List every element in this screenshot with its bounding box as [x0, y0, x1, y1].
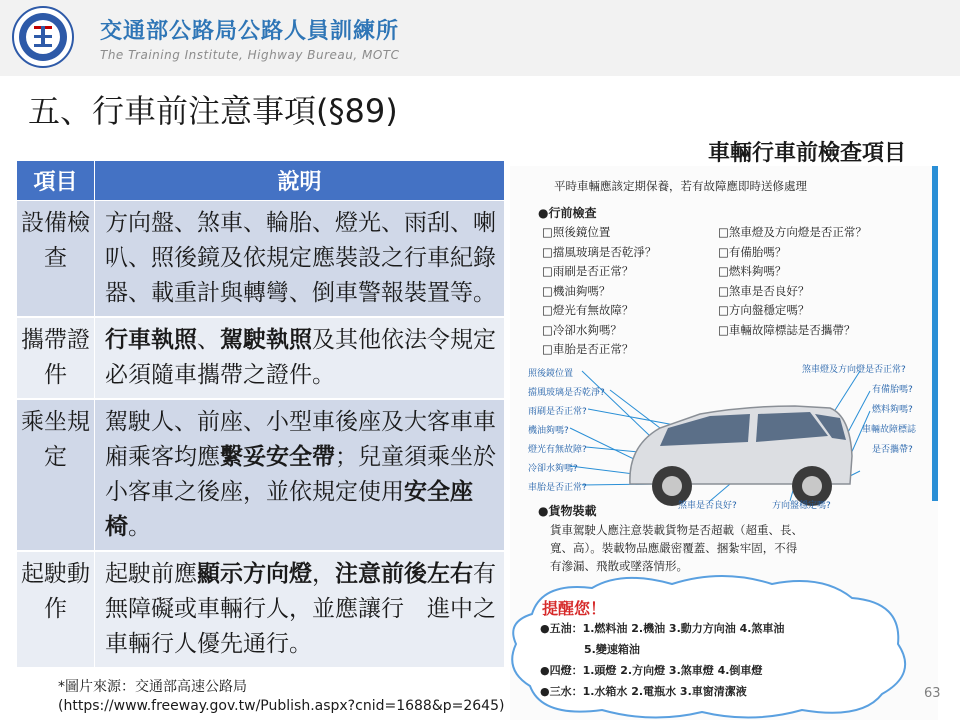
car-label: 燈光有無故障? — [528, 445, 587, 455]
car-label: 照後鏡位置 — [528, 369, 574, 379]
row-item-label: 起駛動作 — [17, 551, 95, 668]
checklist-item: □燃料夠嗎？ — [718, 264, 787, 278]
description-text: 。 — [128, 514, 151, 540]
car-label: 雨刷是否正常? — [528, 407, 587, 417]
car-label: 機油夠嗎? — [528, 426, 569, 436]
checklist-item: □煞車是否良好？ — [718, 283, 810, 298]
reminder-line: ●四燈：1.頭燈 2.方向燈 3.煞車燈 4.倒車燈 — [540, 664, 763, 677]
header-bar — [0, 0, 960, 76]
table-header-row — [17, 161, 505, 201]
car-label: 是否攜帶? — [872, 445, 913, 455]
checklist-item: □雨刷是否正常？ — [542, 264, 634, 278]
table-row — [17, 317, 505, 399]
reminder-title: 提醒您！ — [542, 599, 607, 618]
pre-check-heading: ●行前檢查 — [538, 206, 597, 220]
row-description — [95, 201, 505, 318]
checklist-item: □有備胎嗎？ — [718, 244, 787, 259]
org-name-cn: 交通部公路局公路人員訓練所 — [100, 19, 400, 44]
row-item-label: 設備檢查 — [17, 201, 95, 318]
emphasis-text: 注意前後左右 — [335, 561, 473, 587]
description-text: 有無障礙或車輛行人，並應讓行 進中之車輛行人優先通行。 — [105, 561, 496, 657]
cargo-text: 貨車駕駛人應注意裝載貨物是否超載（超重、長、 — [550, 523, 803, 537]
car-label: 煞車燈及方向燈是否正常? — [802, 365, 906, 375]
description-text: 駕駛人、前座、小型車後座及大客車車廂乘客均應 — [105, 409, 496, 470]
table-row — [17, 551, 505, 668]
reminder-line: 5.變速箱油 — [540, 643, 640, 656]
cargo-heading: ●貨物裝載 — [538, 504, 597, 518]
description-text: 方向盤、煞車、輪胎、燈光、雨刮、喇叭、照後鏡及依規定應裝設之行車紀錄器、載重計與轉彎、倒車警報裝置等。 — [105, 210, 496, 306]
checklist-item: □煞車燈及方向燈是否正常？ — [718, 225, 867, 239]
cargo-text: 有滲漏、飛散或墜落情形。 — [550, 559, 688, 573]
car-label: 擋風玻璃是否乾淨? — [528, 388, 605, 398]
description-text: 、 — [197, 327, 220, 353]
emphasis-text: 繫妥安全帶 — [220, 444, 335, 470]
emphasis-text: 安全座椅 — [105, 479, 473, 540]
row-description — [95, 551, 505, 668]
checklist-item: □擋風玻璃是否乾淨？ — [542, 244, 657, 259]
slide-title: 五、行車前注意事項(§89) — [28, 92, 398, 130]
row-item-label: 攜帶證件 — [17, 317, 95, 399]
page-number: 63 — [924, 686, 941, 701]
car-label: 方向盤穩定嗎? — [772, 501, 831, 511]
car-label: 燃料夠嗎? — [872, 405, 913, 415]
row-description — [95, 317, 505, 399]
table-row — [17, 201, 505, 318]
car-label: 冷卻水夠嗎? — [528, 464, 578, 474]
emphasis-text: 顯示方向燈 — [197, 561, 312, 587]
description-text: 及其他依法令規定必須隨車攜帶之證件。 — [105, 327, 496, 388]
car-label: 有備胎嗎? — [872, 385, 913, 395]
cargo-text: 寬、高）。裝載物品應嚴密覆蓋、捆紮牢固，不得 — [550, 541, 798, 555]
footnote — [58, 678, 504, 716]
precheck-table — [16, 160, 505, 669]
description-text: 起駛前應 — [105, 561, 197, 587]
logo-icon — [12, 6, 74, 68]
checklist-item: □車胎是否正常？ — [542, 342, 634, 356]
reminder-line: ●五油：1.燃料油 2.機油 3.動力方向油 4.煞車油 — [540, 622, 785, 635]
car-label: 車輛故障標誌 — [862, 425, 917, 435]
description-text: ；兒童須乘坐於小客車之後座，並依規定使用 — [105, 444, 496, 505]
row-item-label: 乘坐規定 — [17, 399, 95, 551]
description-text: ， — [312, 561, 335, 587]
checklist-item: □機油夠嗎？ — [542, 283, 611, 298]
footnote-url: (https://www.freeway.gov.tw/Publish.aspx?cnid=1688&p=2645) — [58, 698, 505, 714]
header-item: 項目 — [17, 161, 95, 201]
checklist-item: □燈光有無故障？ — [542, 303, 634, 317]
emphasis-text: 行車執照 — [105, 327, 197, 353]
figure-title: 車輛行車前檢查項目 — [708, 141, 907, 166]
reminder-line: ●三水：1.水箱水 2.電瓶水 3.車窗清潔液 — [540, 685, 747, 698]
car-label: 煞車是否良好? — [678, 501, 737, 511]
checklist-image — [510, 166, 938, 720]
org-name-en: The Training Institute, Highway Bureau, MOTC — [100, 48, 400, 62]
car-label: 車胎是否正常? — [528, 483, 587, 493]
checklist-item: □方向盤穩定嗎？ — [718, 303, 810, 317]
header-desc: 說明 — [95, 161, 505, 201]
checklist-item: □照後鏡位置 — [542, 225, 611, 239]
checklist-item: □冷卻水夠嗎？ — [542, 322, 622, 337]
footnote-source: *圖片來源：交通部高速公路局 — [58, 679, 247, 695]
emphasis-text: 駕駛執照 — [220, 327, 312, 353]
table-row — [17, 399, 505, 551]
figure-intro: 平時車輛應該定期保養，若有故障應即時送修處理 — [554, 179, 807, 193]
checklist-item: □車輛故障標誌是否攜帶？ — [718, 322, 856, 337]
row-description — [95, 399, 505, 551]
